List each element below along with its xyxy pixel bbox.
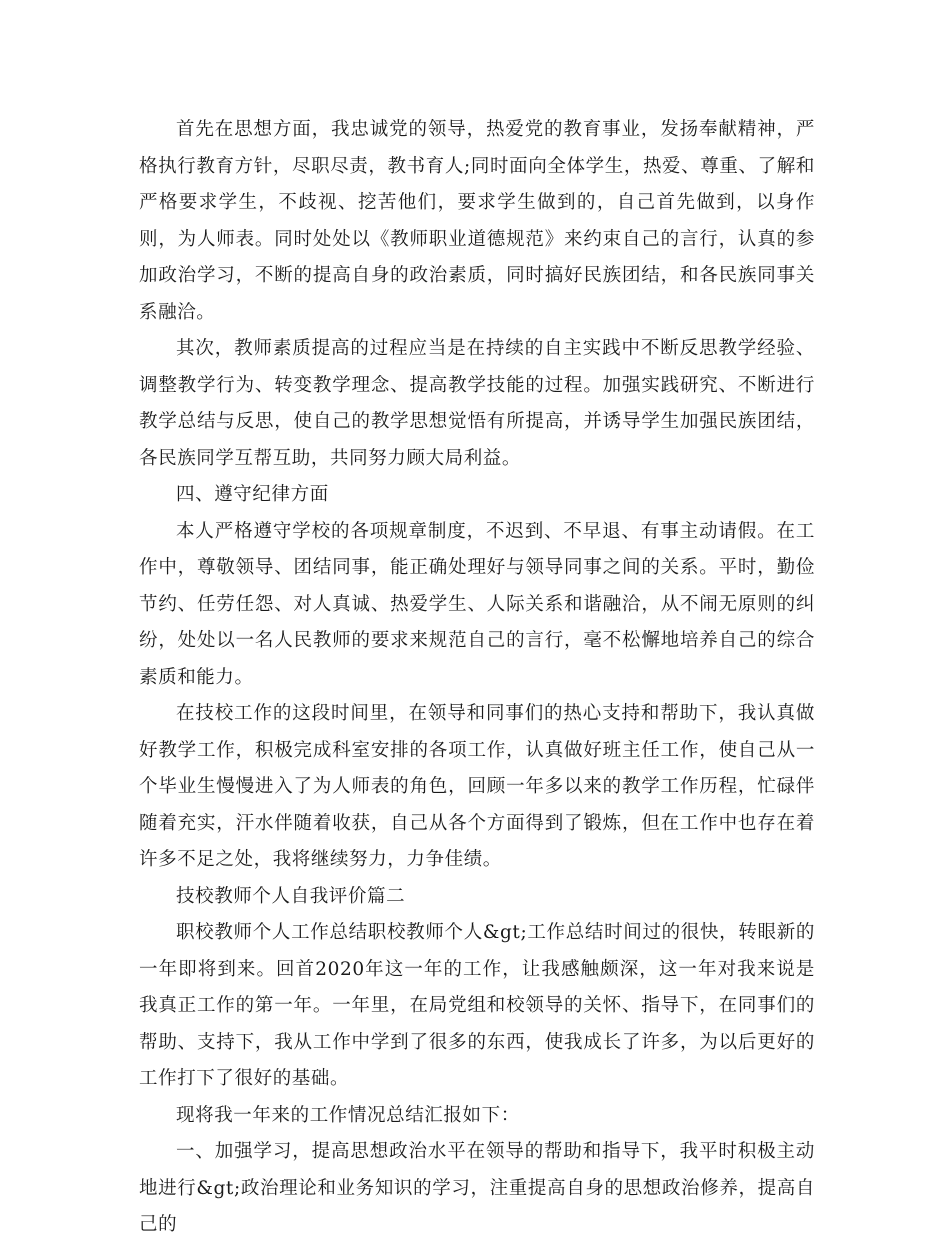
heading-discipline: 四、遵守纪律方面: [176, 484, 329, 505]
document-body: [139, 112, 815, 1244]
paragraph-discipline: 本人严格遵守学校的各项规章制度，不迟到、不早退、有事主动请假。在工作中，尊敬领导、团结同事，能正确处理好与领导同事之间的关系。平时，勤俭节约、任劳任怨、对人真诚、热爱学生、人际关系和谐融洽，从不闹无原则的纠纷，处处以一名人民教师的要求来规范自己的言行，毫不松懈地培养自己的综合素质和能力。: [139, 520, 815, 688]
paragraph-part-two-intro: 职校教师个人工作总结职校教师个人&gt;工作总结时间过的很快，转眼新的一年即将到来。回首2020年这一年的工作，让我感触颇深，这一年对我来说是我真正工作的第一年。一年里，在局党组和校领导的关怀、指导下，在同事们的帮助、支持下，我从工作中学到了很多的东西，使我成长了许多，为以后更好的工作打下了很好的基础。: [139, 922, 815, 1089]
heading-report: 现将我一年来的工作情况总结汇报如下：: [176, 1104, 520, 1126]
paragraph-ideology: 首先在思想方面，我忠诚党的领导，热爱党的教育事业，发扬奉献精神，严格执行教育方针，尽职尽责，教书育人;同时面向全体学生，热爱、尊重、了解和严格要求学生，不歧视、挖苦他们，要求学生做到的，自己首先做到，以身作则，为人师表。同时处处以《教师职业道德规范》来约束自己的言行，认真的参加政治学习，不断的提高自身的政治素质，同时搞好民族团结，和各民族同事关系融洽。: [139, 119, 815, 323]
paragraph-study: 一、加强学习，提高思想政治水平在领导的帮助和指导下，我平时积极主动地进行&gt;政治理论和业务知识的学习，注重提高自身的思想政治修养，提高自己的: [139, 1141, 815, 1235]
paragraph-teacher-quality: 其次，教师素质提高的过程应当是在持续的自主实践中不断反思教学经验、调整教学行为、转变教学理念、提高教学技能的过程。加强实践研究、不断进行教学总结与反思，使自己的教学思想觉悟有所提高，并诱导学生加强民族团结，各民族同学互帮互助，共同努力顾大局利益。: [139, 338, 815, 469]
paragraph-work-summary: 在技校工作的这段时间里，在领导和同事们的热心支持和帮助下，我认真做好教学工作，积极完成科室安排的各项工作，认真做好班主任工作，使自己从一个毕业生慢慢进入了为人师表的角色，回顾一年多以来的教学工作历程，忙碌伴随着充实，汗水伴随着收获，自己从各个方面得到了锻炼，但在工作中也存在着许多不足之处，我将继续努力，力争佳绩。: [139, 703, 815, 870]
heading-part-two: 技校教师个人自我评价篇二: [176, 885, 406, 907]
